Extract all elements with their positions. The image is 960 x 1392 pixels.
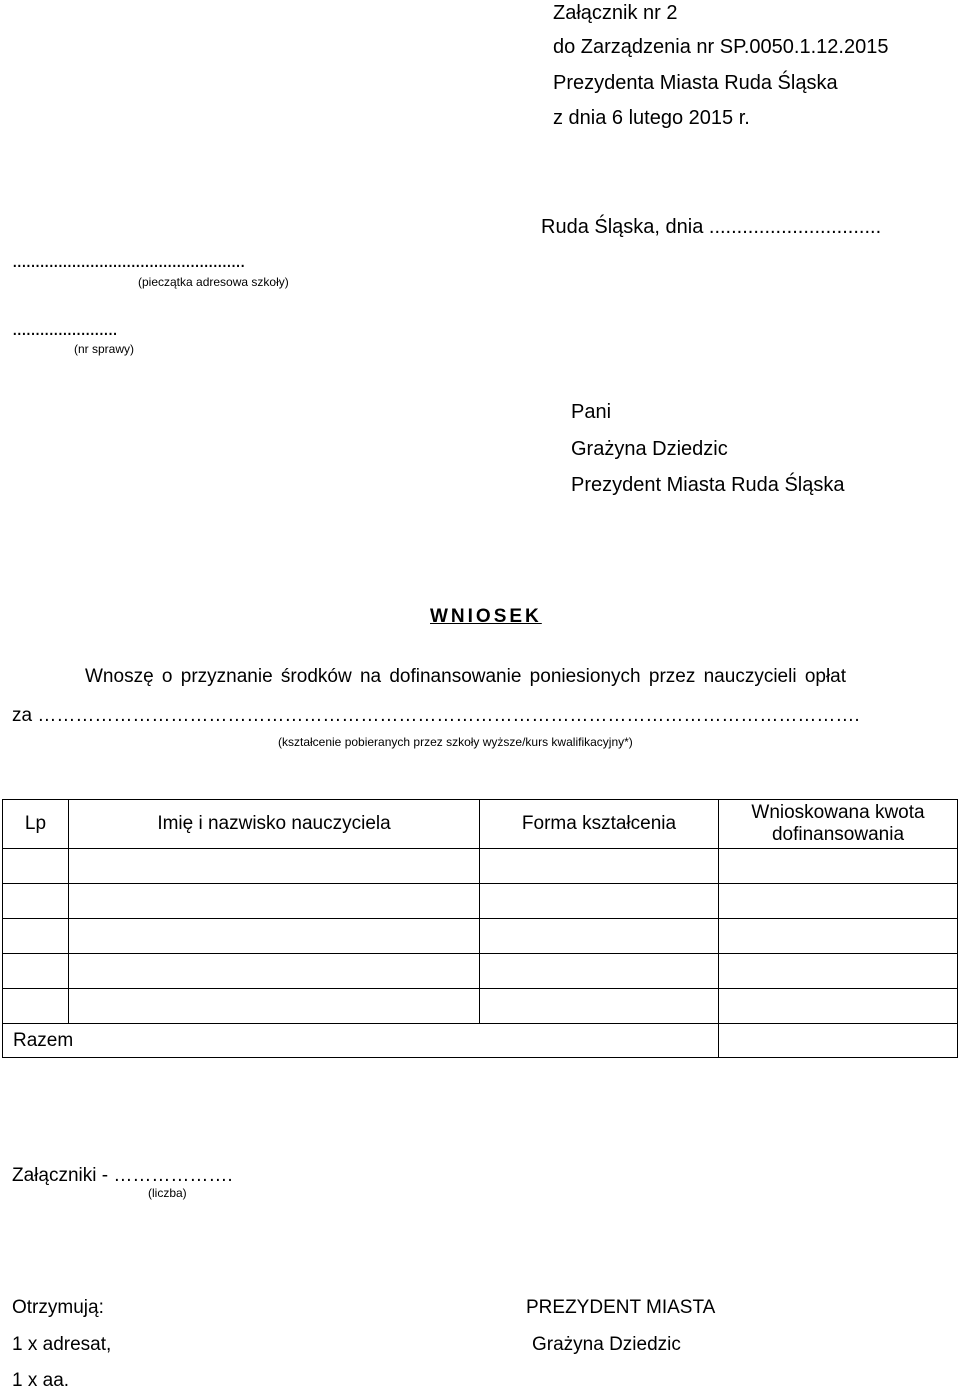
total-label: Razem bbox=[3, 1024, 719, 1058]
attachments-label: Załączniki - ………………. bbox=[12, 1165, 233, 1186]
recipients-heading: Otrzymują: bbox=[12, 1297, 104, 1318]
recipients-line-1: 1 x adresat, bbox=[12, 1334, 112, 1355]
cell-amount[interactable] bbox=[719, 884, 958, 919]
header-line-2: do Zarządzenia nr SP.0050.1.12.2015 bbox=[553, 36, 889, 58]
recipient-line-3: Prezydent Miasta Ruda Śląska bbox=[571, 474, 845, 496]
cell-form[interactable] bbox=[480, 989, 719, 1024]
cell-form[interactable] bbox=[480, 884, 719, 919]
recipients-line-2: 1 x aa. bbox=[12, 1370, 70, 1391]
document-title: WNIOSEK bbox=[430, 606, 542, 627]
header-name: Imię i nazwisko nauczyciela bbox=[69, 800, 480, 849]
cell-amount[interactable] bbox=[719, 954, 958, 989]
header-form: Forma kształcenia bbox=[480, 800, 719, 849]
table-row bbox=[3, 884, 958, 919]
header-lp: Lp bbox=[3, 800, 69, 849]
table-row bbox=[3, 989, 958, 1024]
cell-amount[interactable] bbox=[719, 849, 958, 884]
header-line-3: Prezydenta Miasta Ruda Śląska bbox=[553, 72, 838, 94]
case-number-label: (nr sprawy) bbox=[74, 342, 135, 356]
cell-form[interactable] bbox=[480, 919, 719, 954]
table-total-row bbox=[3, 1024, 958, 1058]
teachers-table bbox=[2, 799, 958, 1058]
header-amount-line-1: Wnioskowana kwota bbox=[751, 802, 925, 823]
stamp-dots: ................................................... bbox=[12, 250, 245, 272]
stamp-label: (pieczątka adresowa szkoły) bbox=[138, 275, 289, 289]
cell-lp[interactable] bbox=[3, 849, 69, 884]
table-row bbox=[3, 919, 958, 954]
cell-name[interactable] bbox=[69, 849, 480, 884]
cell-name[interactable] bbox=[69, 884, 480, 919]
cell-name[interactable] bbox=[69, 989, 480, 1024]
place-date: Ruda Śląska, dnia ............................... bbox=[541, 216, 882, 238]
cell-amount[interactable] bbox=[719, 989, 958, 1024]
table-header-row bbox=[3, 800, 958, 849]
body-line-1: Wnoszę o przyznanie środków na dofinansowanie poniesionych przez nauczycieli opłat bbox=[85, 666, 847, 687]
table-row bbox=[3, 954, 958, 989]
table-row bbox=[3, 849, 958, 884]
recipient-line-1: Pani bbox=[571, 401, 612, 423]
signature-title: PREZYDENT MIASTA bbox=[526, 1297, 716, 1318]
recipient-line-2: Grażyna Dziedzic bbox=[571, 438, 728, 460]
cell-lp[interactable] bbox=[3, 954, 69, 989]
cell-name[interactable] bbox=[69, 954, 480, 989]
cell-name[interactable] bbox=[69, 919, 480, 954]
header-line-4: z dnia 6 lutego 2015 r. bbox=[553, 107, 750, 129]
cell-form[interactable] bbox=[480, 849, 719, 884]
header-amount-line-2: dofinansowania bbox=[771, 824, 905, 845]
cell-amount[interactable] bbox=[719, 919, 958, 954]
attachments-note: (liczba) bbox=[148, 1186, 187, 1200]
cell-lp[interactable] bbox=[3, 884, 69, 919]
cell-lp[interactable] bbox=[3, 919, 69, 954]
cell-form[interactable] bbox=[480, 954, 719, 989]
header-line-1: Załącznik nr 2 bbox=[553, 2, 678, 24]
signature-name: Grażyna Dziedzic bbox=[532, 1334, 681, 1355]
body-note: (kształcenie pobieranych przez szkoły wyższe/kurs kwalifikacyjny*) bbox=[278, 735, 633, 749]
body-line-2: za …………………………………………………………………………………………………………………. bbox=[12, 705, 860, 726]
case-number-dots: ....................... bbox=[12, 318, 117, 340]
cell-lp[interactable] bbox=[3, 989, 69, 1024]
header-amount bbox=[719, 800, 958, 849]
total-amount[interactable] bbox=[719, 1024, 958, 1058]
